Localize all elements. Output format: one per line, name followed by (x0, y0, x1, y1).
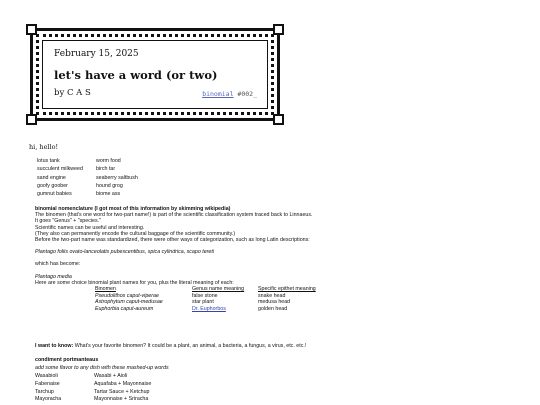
portmanteau-recipe: Wasabi + Aioli (94, 372, 128, 379)
series-link[interactable]: binomial (202, 90, 234, 98)
table-header: Genus name meaning (192, 286, 245, 293)
table-header-row (35, 286, 535, 293)
table-row (35, 299, 535, 306)
word-pair-right: birch tar (96, 166, 116, 173)
corner-ornament (26, 114, 37, 125)
portmanteau-recipe: Aquafaba + Mayonnaise (94, 380, 152, 387)
post-date: February 15, 2025 (54, 49, 139, 59)
table-cell-epithet: golden head (258, 306, 288, 313)
word-pair-left: succulent milkweed (37, 166, 83, 173)
word-pair-row (37, 165, 138, 173)
section-heading: condiment portmanteaus (35, 357, 99, 363)
want-to-know (35, 343, 306, 349)
word-pair-right: biome ass (96, 191, 121, 198)
portmanteau-recipe: Tartar Sauce + Ketchup (94, 388, 150, 395)
table-cell-genus: false stone (192, 292, 218, 299)
latin-example: Plantago foliis ovato-lanceolatis pubescentibus, spica cylindrica, scapo tereti (35, 249, 215, 256)
table-cell-genus: star plant (192, 299, 214, 306)
header-card (30, 28, 280, 121)
portmanteau-recipe: Mayonnaise + Sriracha (94, 396, 149, 403)
table-cell-binomen: Euphorbia caput-aureum (95, 306, 154, 313)
table-row (35, 293, 535, 300)
corner-ornament (273, 24, 284, 35)
table-cell-genus[interactable]: Dr. Euphorbos (192, 306, 226, 313)
table-cell-epithet: snake head (258, 292, 286, 299)
portmanteau-word: Tarchup (35, 388, 54, 395)
word-pair-row (37, 157, 138, 165)
word-pair-row (37, 182, 138, 190)
become-text: which has become: (35, 261, 81, 268)
want-to-know-label: I want to know: (35, 343, 74, 349)
portmanteau-row (35, 373, 169, 381)
portmanteau-row (35, 381, 169, 389)
greeting: hi, hello! (29, 143, 59, 151)
word-pair-row (37, 174, 138, 182)
section-heading: binomial nomenclature (I got most of this information by skimming wikipedia) (35, 206, 231, 212)
header-card-inner (42, 40, 268, 109)
choice-intro: Here are some choice binomial plant names for you, plus the literal meaning of each: (35, 279, 234, 286)
table-cell-binomen: Astrophytum caput-medusae (95, 299, 163, 306)
paragraph-line: The binomen (that's one word for two-part name!) is part of the scientific classification system traced back to Linnaeus. (35, 212, 313, 219)
table-header: Binomen (95, 286, 116, 293)
portmanteau-list (35, 373, 169, 405)
portmanteau-word: Mayoracha (35, 396, 62, 403)
corner-ornament (26, 24, 37, 35)
table-cell-binomen: Pseudolithos caput-viperae (95, 292, 159, 299)
word-pair-row (37, 190, 138, 198)
portmanteau-row (35, 389, 169, 397)
section-subheading: add some flavor to any dish with these mashed-up words (35, 364, 169, 371)
table-cell-epithet: medusa head (258, 299, 291, 306)
post-byline: by C A S (54, 88, 91, 98)
paragraph-line: Before the two-part name was standardized, there were other ways of categorization, such as long Latin descriptions: (35, 237, 310, 244)
word-pair-right: worm food (96, 158, 121, 164)
portmanteau-word: Wasabioli (35, 372, 58, 379)
word-pair-left: goofy goober (37, 182, 68, 189)
word-pair-left: gumnut babies (37, 191, 72, 198)
corner-ornament (273, 114, 284, 125)
table-header: Specific epithet meaning (258, 286, 316, 293)
modern-name: Plantago media (35, 273, 72, 280)
paragraph-line: It goes "Genus" + "species." (35, 218, 101, 225)
binomen-table (35, 286, 535, 313)
series-tag (202, 90, 257, 98)
word-pair-left: sand engine (37, 174, 66, 181)
series-number: #002_ (237, 90, 257, 98)
paragraph-line: Scientific names can be useful and interesting. (35, 224, 145, 231)
paragraph-line: (They also can permanently encode the cultural baggage of the scientific community.) (35, 230, 236, 237)
post-title: let's have a word (or two) (54, 68, 218, 82)
word-pair-left: lotus tank (37, 158, 60, 164)
portmanteau-word: Fabenaise (35, 380, 60, 387)
word-pair-right: seaberry saltbush (96, 174, 138, 181)
word-pair-right: hound grog (96, 182, 123, 189)
word-pairs-list (37, 157, 138, 198)
table-row (35, 306, 535, 313)
portmanteau-row (35, 396, 169, 404)
binomial-section (35, 206, 535, 313)
want-to-know-text: What's your favorite binomen? It could be a plant, an animal, a bacteria, a fungus, a virus, etc. etc.! (73, 343, 307, 349)
portmanteau-section (35, 357, 169, 404)
